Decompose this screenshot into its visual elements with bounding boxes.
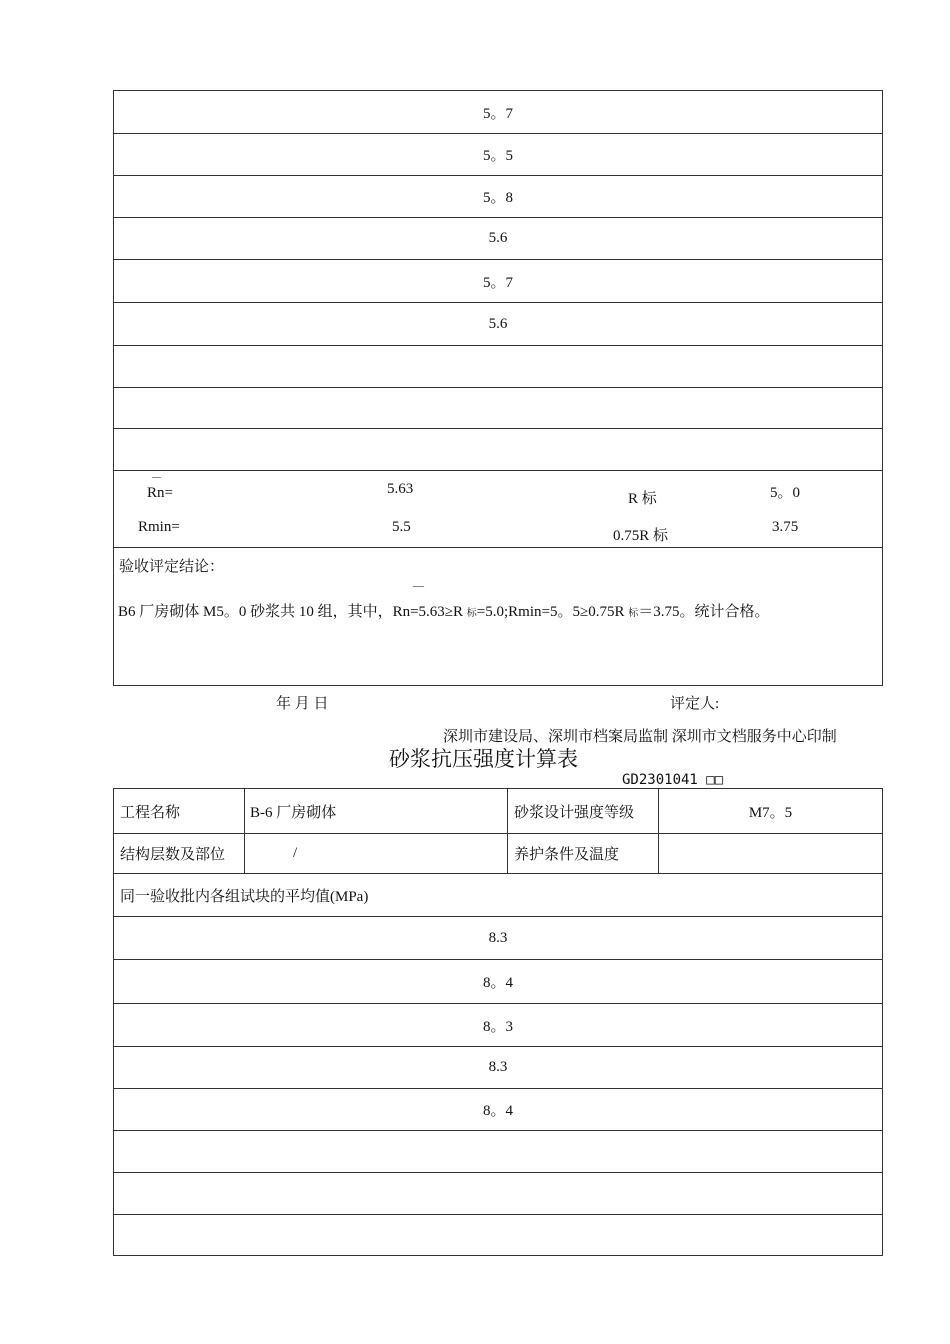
table-row xyxy=(114,1173,882,1215)
strength-value: 5.6 xyxy=(488,315,508,332)
rn-label: Rn= xyxy=(147,485,173,501)
r075-value: 3.75 xyxy=(772,519,799,535)
rn-value: 5.63 xyxy=(387,481,414,497)
lower-strength-table xyxy=(113,788,883,1256)
table-row xyxy=(114,346,882,388)
strength-value: 5.6 xyxy=(488,230,508,246)
date-label: 年 月 日 xyxy=(276,696,329,712)
grade-value: M7。5 xyxy=(748,804,793,821)
table-row xyxy=(114,1215,882,1255)
table-row xyxy=(114,303,882,346)
strength-value: 8.3 xyxy=(488,929,508,946)
average-header: 同一验收批内各组试块的平均值(MPa) xyxy=(120,888,369,905)
r-standard-value: 5。0 xyxy=(770,485,801,501)
table-row xyxy=(114,134,882,176)
table-row xyxy=(114,429,882,471)
r075-label: 0.75R 标 xyxy=(613,528,669,544)
floor-value: / xyxy=(293,845,298,861)
r-standard-label: R 标 xyxy=(628,491,657,507)
conclusion-text: B6 厂房砌体 M5。0 砂浆共 10 组，其中，Rn=5.63≥R 标=5.0;Rmin=5。5≥0.75R 标＝3.75。统计合格。 xyxy=(118,604,770,620)
curing-label: 养护条件及温度 xyxy=(514,847,620,863)
table-row xyxy=(114,917,882,960)
table-row xyxy=(114,960,882,1004)
project-name-value: B-6 厂房砌体 xyxy=(250,804,337,821)
strength-value: 5。8 xyxy=(482,190,513,206)
grade-label: 砂浆设计强度等级 xyxy=(514,804,635,821)
table-row xyxy=(114,388,882,429)
strength-value: 5。5 xyxy=(482,148,513,164)
form-title: 砂浆抗压强度计算表 xyxy=(389,747,578,771)
conclusion-mean-bar: — xyxy=(413,580,424,592)
table-row xyxy=(114,1004,882,1047)
project-info-row xyxy=(114,789,882,834)
strength-value: 5。7 xyxy=(482,105,513,122)
strength-value: 5。7 xyxy=(482,274,513,291)
average-header-row xyxy=(114,874,882,917)
table-row xyxy=(114,176,882,218)
table-row xyxy=(114,91,882,134)
structure-info-row xyxy=(114,834,882,874)
conclusion-section xyxy=(114,548,882,685)
table-row xyxy=(114,218,882,260)
project-name-label: 工程名称 xyxy=(120,804,181,821)
rmin-value: 5.5 xyxy=(392,519,411,535)
table-row xyxy=(114,1047,882,1089)
strength-value: 8。3 xyxy=(482,1018,513,1035)
upper-strength-table xyxy=(113,90,883,686)
strength-value: 8。4 xyxy=(482,975,513,991)
assessor-label: 评定人: xyxy=(670,696,720,712)
statistics-summary xyxy=(114,471,882,548)
table-row xyxy=(114,1131,882,1173)
floor-label: 结构层数及部位 xyxy=(120,847,226,863)
table-row xyxy=(114,260,882,303)
strength-value: 8。4 xyxy=(482,1103,513,1119)
curing-value xyxy=(659,834,882,873)
table-row xyxy=(114,1089,882,1131)
form-code: GD2301041 □□ xyxy=(622,772,724,788)
conclusion-label: 验收评定结论： xyxy=(119,559,225,575)
rmin-label: Rmin= xyxy=(138,519,180,535)
publisher-note: 深圳市建设局、深圳市档案局监制 深圳市文档服务中心印制 xyxy=(443,729,837,745)
rn-mean-bar: — xyxy=(152,472,161,482)
strength-value: 8.3 xyxy=(488,1059,508,1075)
